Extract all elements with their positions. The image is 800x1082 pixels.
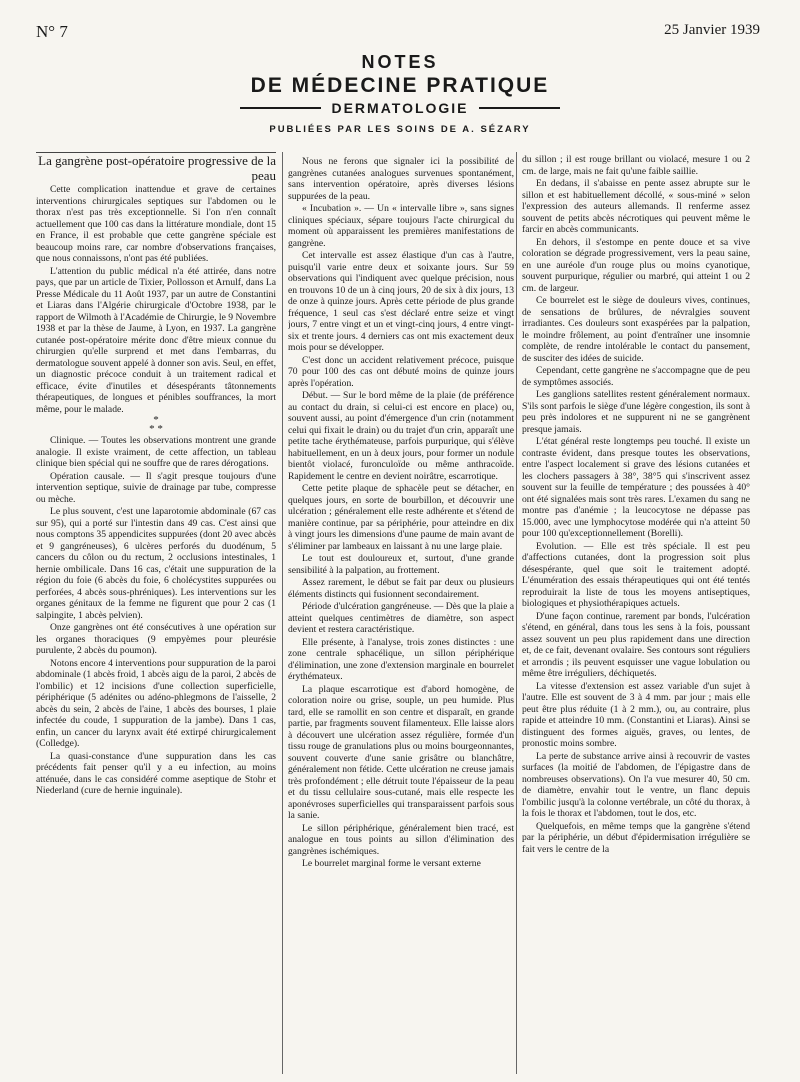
paragraph: La perte de substance arrive ainsi à recouvrir de vastes surfaces (la moitié de l'abdomen, de l'épigastre dans de nombreuses observations). On l'a vue mesurer 40, 50 cm. de diamètre, envahir tout le ventre, un flanc depuis l'ombilic jusqu'à la colonne vertébrale, un côté du thorax, à la fois le thorax et l'abdomen, tout le dos, etc. <box>522 750 750 819</box>
paragraph: Cet intervalle est assez élastique d'un cas à l'autre, puisqu'il varie entre deux et soixante jours. Sur 59 observations qui l'indiquent avec quelque précision, nous en trouvons 10 de un à cinq jours, 20 de six à dix jours, 13 de onze à quinze jours. Après cette période de plus grande fréquence, 1 seul cas s'est déclaré entre seize et vingt jours, 7 entre vingt et un et vingt-cinq jours, 4 entre vingt-six et trente jours. 4 derniers cas ont mis exactement deux mois pour se développer. <box>288 250 514 353</box>
issue-number: N° 7 <box>36 22 68 41</box>
column-1 <box>36 152 276 1077</box>
article-title: La gangrène post-opératoire progressive de la peau <box>38 153 276 183</box>
section-separator: * * * <box>149 414 163 435</box>
column-3 <box>522 154 750 1079</box>
paragraph: du sillon ; il est rouge brillant ou violacé, mesure 1 ou 2 cm. de large, mais ne fait qu'une faible saillie. <box>522 154 750 177</box>
issue-date: 25 Janvier 1939 <box>664 22 760 38</box>
paragraph: Début. — Sur le bord même de la plaie (de préférence au contact du drain, si celui-ci est encore en place) ou, souvent aussi, au point d'émergence d'un crin (notamment celui qui fixait le drain) ou du trajet d'un crin, apparaît une petite tache érythémateuse, parfois purpurique, qui s'élève habituellement, en un à deux jours, pour former un nodule bientôt violacé, furonculoïde ou même anthracoïde. Rapidement le centre en devient noirâtre, escarrotique. <box>288 390 514 482</box>
paragraph: Clinique. — Toutes les observations montrent une grande analogie. Il existe vraiment, de cette affection, un tableau clinique bien spécial qui ne souffre que de rares dérogations. <box>36 435 276 469</box>
paragraph: Le tout est douloureux et, surtout, d'une grande sensibilité à la palpation, au frottement. <box>288 553 514 576</box>
paragraph: Elle présente, à l'analyse, trois zones distinctes : une zone centrale sphacélique, un sillon périphérique d'élimination, une zone d'extension marginale en bourrelet érythémateux. <box>288 636 514 682</box>
paragraph: L'attention du public médical n'a été attirée, dans notre pays, que par un article de Tixier, Pollosson et Arnulf, dans La Presse Médicale du 11 Août 1937, par un autre de Constantini et Liaras dans l'Algérie chirurgicale d'Octobre 1938, par le rapport de Wilmoth à l'Académie de Chirurgie, le 9 Novembre 1938 et par la thèse de Jaume, à Lyon, en 1937. La gangrène cutanée post-opératoire mérite donc d'être mieux connue du chirurgien qu'elle surprend et met dans l'embarras, du dermatologue souvent appelé à donner son avis. Seul, en effet, un diagnostic précoce conduit à un traitement radical et efficace, évite d'inutiles et désespérants tâtonnements thérapeutiques, de longues et pénibles souffrances, la mort même, pour le malade. <box>36 265 276 415</box>
paragraph: Le bourrelet marginal forme le versant externe <box>302 858 481 869</box>
paragraph: Opération causale. — Il s'agit presque toujours d'une intervention septique, suivie de drainage par tube, compresse ou mèche. <box>36 470 276 505</box>
paragraph: L'état général reste longtemps peu touché. Il existe un contraste évident, dans presque toutes les observations, entre l'aspect localement si grave des lésions cutanées et les clochers passagers à 38°, 38°5 qui s'inscrivent assez souvent sur la feuille de température ; des poussées à 40° ont été signalées mais sont très rares. L'examen du sang ne montre pas d'anémie ; la leucocytose ne dépasse pas 15.000, avec une lymphocytose modérée qui n'a atteint 50 pour 100 qu'exceptionnellement (Borelli). <box>522 436 750 539</box>
paragraph: C'est donc un accident relativement précoce, puisque 70 pour 100 des cas ont débuté moins de quinze jours après l'opération. <box>288 354 514 389</box>
paragraph: « Incubation ». — Un « intervalle libre », sans signes cliniques spéciaux, sépare toujours l'acte chirurgical du moment où apparaissent les premières manifestations de gangrène. <box>288 203 514 249</box>
paragraph: En dedans, il s'abaisse en pente assez abrupte sur le sillon et est habituellement décollé, « sous-miné » selon l'expression des auteurs allemands. Il renferme assez souvent de petits abcès nécrotiques qui peuvent même le farcir en abcès communicants. <box>522 178 750 235</box>
journal-title-line1: NOTES <box>361 52 439 72</box>
paragraph: Onze gangrènes ont été consécutives à une opération sur les organes thoraciques (9 empyèmes pour pleurésie purulente, 2 abcès du poumon). <box>36 622 276 656</box>
column-divider <box>282 152 283 1074</box>
paragraph: Cette complication inattendue et grave de certaines interventions chirurgicales septiques sur l'abdomen ou le thorax n'est pas très exceptionnelle. Si l'on n'en connaît actuellement que 100 cas dans la littérature mondiale, dont 15 en France, il est probable que cette gangrène spéciale est beaucoup moins rare, car nombre d'observations françaises, que nous connaissons, n'ont pas été publiées. <box>36 184 276 264</box>
paragraph: Cette petite plaque de sphacèle peut se détacher, en quelques jours, en sorte de bourbillon, et découvrir une ulcération ; généralement elle reste adhérente et s'étend de manière continue, par sa périphérie, pour atteindre en dix à vingt jours les dimensions d'une paume de main avant de s'éliminer par lambeaux en laissant à nu une large plaie. <box>288 483 514 552</box>
paragraph: Evolution. — Elle est très spéciale. Il est peu d'affections cutanées, dont la progression soit plus désespérante, quel que soit le traitement adopté. L'énumération des essais thérapeutiques qui ont été tentés reproduirait la liste de tous les moyens antiseptiques, biologiques et physiothérapiques actuels. <box>522 540 750 609</box>
left-rule <box>240 107 321 109</box>
paragraph: La plaque escarrotique est d'abord homogène, de coloration noire ou grise, souple, un peu humide. Plus tard, elle se ramollit en son centre et disparaît, en grande partie, par fragments souvent filamenteux. Elle laisse alors à découvert une ulcération assez régulière, formée d'un tissu rouge de granulations plus ou moins bourgeonnantes, souvent couverte d'une sanie grisâtre ou blanchâtre, généralement non fétide. Cette ulcération ne creuse jamais très profondément ; elle détruit toute l'épaisseur de la peau et du tissu cellulaire sous-cutané, mais elle respecte les aponévroses superficielles qui transparaissent parfois sous la sanie. <box>288 683 514 821</box>
paragraph: Ce bourrelet est le siège de douleurs vives, continues, de sensations de brûlures, de névralgies souvent irradiantes. Ces douleurs sont exaspérées par la palpation, le moindre frôlement, au point d'entraîner une insomnie complète, de rendre intolérable le contact du pansement, de susciter des idées de suicide. <box>522 295 750 364</box>
paragraph: Le plus souvent, c'est une laparotomie abdominale (67 cas sur 95), qui a porté sur l'intestin dans 49 cas. C'est ainsi que nous comptons 35 appendicites suppurées (dont 20 avec abcès et 9 gangréneuses), 6 ulcères perforés du duodénum, 5 cancers du côlon ou du rectum, 2 occlusions intestinales, 1 hernie ombilicale. Dans 16 cas, c'était une suppuration de la région du foie (6 abcès du foie, 6 cholécystites suppurées ou perforées, 4 abcès sous-phréniques). Les interventions sur les organes génitaux de la femme ne figurent que pour 2 cas (1 salpingite, 1 abcès pelvien). <box>36 506 276 621</box>
paragraph: La quasi-constance d'une suppuration dans les cas précédents fait penser qu'il y a eu infection, au moins atténuée, dans le cas considéré comme aseptique de Stohr et Niederland (cure de hernie inguinale). <box>36 750 276 796</box>
journal-title-line2: DE MÉDECINE PRATIQUE <box>250 74 550 97</box>
paragraph: Le sillon périphérique, généralement bien tracé, est analogue en tous points au sillon d'élimination des gangrènes ischémiques. <box>288 822 514 857</box>
paragraph: Les ganglions satellites restent généralement normaux. S'ils sont parfois le siège d'une légère congestion, ils sont à peu près indolores et ne suppurent ni ne se gangrènent presque jamais. <box>522 389 750 435</box>
paragraph: En dehors, il s'estompe en pente douce et sa vive coloration se dégrade progressivement, vers la peau saine, en une auréole d'un rouge plus ou moins cyanotique, souvent purpurique, régulier ou marbré, qui atteint 1 ou 2 cm. de largeur. <box>522 236 750 294</box>
paragraph: Quelquefois, en même temps que la gangrène s'étend par la périphérie, un début d'épidermisation irrégulière se fait vers le centre de la <box>522 820 750 855</box>
paragraph: Cependant, cette gangrène ne s'accompagne que de peu de symptômes associés. <box>522 365 750 388</box>
right-rule <box>479 107 560 109</box>
section-banner <box>240 100 560 116</box>
paragraph: Nous ne ferons que signaler ici la possibilité de gangrènes cutanées analogues survenues spontanément, sans intervention opératoire, après diverses lésions suppurées de la peau. <box>288 156 514 202</box>
paragraph: Assez rarement, le début se fait par deux ou plusieurs éléments distincts qui fusionnent secondairement. <box>288 577 514 600</box>
paragraph: Période d'ulcération gangréneuse. — Dès que la plaie a atteint quelques centimètres de diamètre, son aspect devient et restera caractéristique. <box>288 601 514 635</box>
paragraph: La vitesse d'extension est assez variable d'un sujet à l'autre. Elle est souvent de 3 à 4 mm. par jour ; mais elle peut être plus réduite (1 à 2 mm.), ou, au contraire, plus rapide et atteindre 10 mm. (Constantini et Liaras). Ainsi se distinguent des formes aiguës, graves, ou lentes, de pronostic moins sombre. <box>522 680 750 749</box>
section-title: DERMATOLOGIE <box>331 100 469 116</box>
paragraph: Notons encore 4 interventions pour suppuration de la paroi abdominale (1 abcès froid, 1 abcès aigu de la paroi, 2 abcès de l'ombilic) et 12 incisions d'une collection superficielle, périphérique (5 adénites ou adéno-phlegmons de l'aisselle, 2 abcès du sein, 2 abcès de l'aine, 1 abcès des bourses, 1 plaie infectée du coude, 1 suppuration de la jambe). Dans 1 cas, enfin, un cancer du larynx avait été extirpé chirurgicalement (Colledge). <box>36 657 276 749</box>
column-divider <box>516 152 517 1074</box>
column-2 <box>288 156 514 1081</box>
byline: PUBLIÉES PAR LES SOINS DE A. SÉZARY <box>269 124 531 135</box>
paragraph: D'une façon continue, rarement par bonds, l'ulcération s'étend, en général, dans tous les sens à la fois, poussant assez souvent un peu plus rapidement dans une direction et, de ce fait, devenant ovalaire. Ses contours sont réguliers et arrondis ; ils peuvent esquisser une vague lobulation ou même être irréguliers, déchiquetés. <box>522 610 750 679</box>
